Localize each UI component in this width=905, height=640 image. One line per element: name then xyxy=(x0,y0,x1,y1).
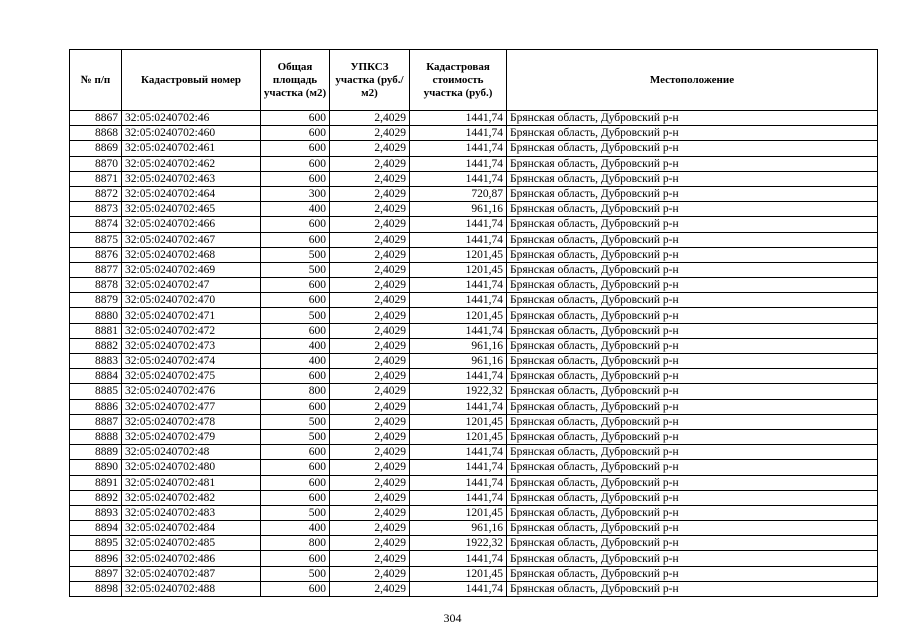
cell-cadastral-number: 32:05:0240702:465 xyxy=(122,202,261,217)
cell-cadastral-number: 32:05:0240702:480 xyxy=(122,460,261,475)
cell-area: 800 xyxy=(261,536,330,551)
header-row xyxy=(70,50,878,111)
cell-cadastral-number: 32:05:0240702:473 xyxy=(122,338,261,353)
cell-upksz: 2,4029 xyxy=(330,247,410,262)
cell-upksz: 2,4029 xyxy=(330,399,410,414)
cell-index: 8877 xyxy=(70,262,122,277)
cell-cadastral-value: 1441,74 xyxy=(410,126,507,141)
cell-cadastral-number: 32:05:0240702:479 xyxy=(122,429,261,444)
cell-cadastral-number: 32:05:0240702:483 xyxy=(122,505,261,520)
cell-location: Брянская область, Дубровский р-н xyxy=(507,323,878,338)
table-header xyxy=(70,50,878,111)
cell-index: 8893 xyxy=(70,505,122,520)
cell-location: Брянская область, Дубровский р-н xyxy=(507,308,878,323)
cell-cadastral-number: 32:05:0240702:463 xyxy=(122,171,261,186)
cell-cadastral-value: 1441,74 xyxy=(410,217,507,232)
header-cadastral-value: Кадастровая стоимость участка (руб.) xyxy=(410,50,507,111)
table-row xyxy=(70,429,878,444)
cell-index: 8894 xyxy=(70,521,122,536)
cell-upksz: 2,4029 xyxy=(330,354,410,369)
cell-location: Брянская область, Дубровский р-н xyxy=(507,551,878,566)
cell-cadastral-value: 961,16 xyxy=(410,521,507,536)
cell-cadastral-value: 1441,74 xyxy=(410,369,507,384)
cell-area: 800 xyxy=(261,384,330,399)
cell-upksz: 2,4029 xyxy=(330,475,410,490)
cell-location: Брянская область, Дубровский р-н xyxy=(507,581,878,596)
cell-location: Брянская область, Дубровский р-н xyxy=(507,202,878,217)
cell-index: 8880 xyxy=(70,308,122,323)
cell-area: 300 xyxy=(261,186,330,201)
page-number: 304 xyxy=(443,611,462,625)
cell-location: Брянская область, Дубровский р-н xyxy=(507,490,878,505)
cell-cadastral-number: 32:05:0240702:471 xyxy=(122,308,261,323)
cell-cadastral-number: 32:05:0240702:482 xyxy=(122,490,261,505)
cell-location: Брянская область, Дубровский р-н xyxy=(507,460,878,475)
cell-area: 600 xyxy=(261,217,330,232)
cell-cadastral-value: 1441,74 xyxy=(410,278,507,293)
cell-cadastral-value: 1201,45 xyxy=(410,247,507,262)
cell-cadastral-number: 32:05:0240702:478 xyxy=(122,414,261,429)
cell-cadastral-number: 32:05:0240702:48 xyxy=(122,445,261,460)
cell-area: 500 xyxy=(261,247,330,262)
cell-location: Брянская область, Дубровский р-н xyxy=(507,384,878,399)
table-row xyxy=(70,202,878,217)
cell-area: 600 xyxy=(261,293,330,308)
cell-area: 600 xyxy=(261,475,330,490)
table-row xyxy=(70,232,878,247)
cell-cadastral-value: 961,16 xyxy=(410,338,507,353)
cell-upksz: 2,4029 xyxy=(330,460,410,475)
cell-location: Брянская область, Дубровский р-н xyxy=(507,171,878,186)
cell-cadastral-number: 32:05:0240702:470 xyxy=(122,293,261,308)
cell-cadastral-number: 32:05:0240702:484 xyxy=(122,521,261,536)
cell-cadastral-value: 1441,74 xyxy=(410,141,507,156)
cell-cadastral-value: 1441,74 xyxy=(410,111,507,126)
cell-location: Брянская область, Дубровский р-н xyxy=(507,338,878,353)
cell-index: 8869 xyxy=(70,141,122,156)
cell-area: 500 xyxy=(261,505,330,520)
table-row xyxy=(70,490,878,505)
cell-upksz: 2,4029 xyxy=(330,429,410,444)
cell-location: Брянская область, Дубровский р-н xyxy=(507,566,878,581)
cell-area: 600 xyxy=(261,111,330,126)
table-row xyxy=(70,141,878,156)
cell-cadastral-value: 1201,45 xyxy=(410,429,507,444)
table-row xyxy=(70,354,878,369)
cell-upksz: 2,4029 xyxy=(330,369,410,384)
cell-index: 8884 xyxy=(70,369,122,384)
cell-cadastral-number: 32:05:0240702:472 xyxy=(122,323,261,338)
table-row xyxy=(70,171,878,186)
cell-cadastral-value: 1441,74 xyxy=(410,445,507,460)
cell-location: Брянская область, Дубровский р-н xyxy=(507,536,878,551)
cell-index: 8875 xyxy=(70,232,122,247)
cell-cadastral-number: 32:05:0240702:488 xyxy=(122,581,261,596)
cell-area: 500 xyxy=(261,262,330,277)
table-row xyxy=(70,308,878,323)
cell-index: 8873 xyxy=(70,202,122,217)
cell-index: 8878 xyxy=(70,278,122,293)
cell-location: Брянская область, Дубровский р-н xyxy=(507,429,878,444)
cell-area: 600 xyxy=(261,156,330,171)
cell-upksz: 2,4029 xyxy=(330,171,410,186)
cell-cadastral-number: 32:05:0240702:486 xyxy=(122,551,261,566)
cell-upksz: 2,4029 xyxy=(330,566,410,581)
cell-index: 8881 xyxy=(70,323,122,338)
cell-cadastral-value: 1201,45 xyxy=(410,505,507,520)
cell-area: 600 xyxy=(261,126,330,141)
table-row xyxy=(70,156,878,171)
table-row xyxy=(70,262,878,277)
header-index: № п/п xyxy=(70,50,122,111)
cell-cadastral-number: 32:05:0240702:47 xyxy=(122,278,261,293)
cell-location: Брянская область, Дубровский р-н xyxy=(507,247,878,262)
table-row xyxy=(70,475,878,490)
table-row xyxy=(70,384,878,399)
cell-cadastral-number: 32:05:0240702:476 xyxy=(122,384,261,399)
cell-cadastral-value: 1441,74 xyxy=(410,581,507,596)
table-row xyxy=(70,414,878,429)
cell-location: Брянская область, Дубровский р-н xyxy=(507,505,878,520)
cell-cadastral-value: 1441,74 xyxy=(410,551,507,566)
cell-area: 400 xyxy=(261,202,330,217)
cell-index: 8888 xyxy=(70,429,122,444)
cell-location: Брянская область, Дубровский р-н xyxy=(507,111,878,126)
cell-cadastral-number: 32:05:0240702:487 xyxy=(122,566,261,581)
cell-area: 600 xyxy=(261,323,330,338)
cell-index: 8867 xyxy=(70,111,122,126)
table-row xyxy=(70,126,878,141)
table-row xyxy=(70,399,878,414)
cell-cadastral-value: 1201,45 xyxy=(410,308,507,323)
cell-index: 8887 xyxy=(70,414,122,429)
cell-cadastral-value: 961,16 xyxy=(410,202,507,217)
cell-index: 8895 xyxy=(70,536,122,551)
cell-location: Брянская область, Дубровский р-н xyxy=(507,521,878,536)
cell-cadastral-value: 1441,74 xyxy=(410,232,507,247)
header-area: Общая площадь участка (м2) xyxy=(261,50,330,111)
cell-cadastral-number: 32:05:0240702:467 xyxy=(122,232,261,247)
cell-cadastral-value: 1441,74 xyxy=(410,460,507,475)
cell-area: 600 xyxy=(261,445,330,460)
cell-cadastral-number: 32:05:0240702:474 xyxy=(122,354,261,369)
cell-upksz: 2,4029 xyxy=(330,338,410,353)
cell-cadastral-number: 32:05:0240702:481 xyxy=(122,475,261,490)
cell-cadastral-value: 1441,74 xyxy=(410,475,507,490)
cell-area: 600 xyxy=(261,141,330,156)
table-body xyxy=(70,111,878,597)
cell-index: 8879 xyxy=(70,293,122,308)
cell-cadastral-value: 1922,32 xyxy=(410,384,507,399)
cell-area: 600 xyxy=(261,232,330,247)
cadastral-table xyxy=(69,49,878,597)
cell-area: 600 xyxy=(261,490,330,505)
cell-cadastral-value: 1201,45 xyxy=(410,566,507,581)
table-row xyxy=(70,369,878,384)
cell-area: 600 xyxy=(261,399,330,414)
cell-location: Брянская область, Дубровский р-н xyxy=(507,445,878,460)
table-row xyxy=(70,460,878,475)
table-row xyxy=(70,505,878,520)
cell-cadastral-value: 1441,74 xyxy=(410,399,507,414)
cell-location: Брянская область, Дубровский р-н xyxy=(507,156,878,171)
cell-cadastral-value: 720,87 xyxy=(410,186,507,201)
cell-upksz: 2,4029 xyxy=(330,505,410,520)
cell-upksz: 2,4029 xyxy=(330,490,410,505)
cell-index: 8891 xyxy=(70,475,122,490)
cell-area: 500 xyxy=(261,429,330,444)
table-row xyxy=(70,521,878,536)
cell-upksz: 2,4029 xyxy=(330,126,410,141)
cell-area: 500 xyxy=(261,566,330,581)
cell-index: 8883 xyxy=(70,354,122,369)
header-upksz: УПКСЗ участка (руб./м2) xyxy=(330,50,410,111)
cell-location: Брянская область, Дубровский р-н xyxy=(507,414,878,429)
cell-cadastral-number: 32:05:0240702:461 xyxy=(122,141,261,156)
cell-index: 8897 xyxy=(70,566,122,581)
table-row xyxy=(70,338,878,353)
header-location: Местоположение xyxy=(507,50,878,111)
table-row xyxy=(70,581,878,596)
cell-index: 8885 xyxy=(70,384,122,399)
header-cadastral-number: Кадастровый номер xyxy=(122,50,261,111)
cell-index: 8890 xyxy=(70,460,122,475)
table-row xyxy=(70,445,878,460)
table-row xyxy=(70,323,878,338)
cell-index: 8872 xyxy=(70,186,122,201)
cell-upksz: 2,4029 xyxy=(330,262,410,277)
cell-upksz: 2,4029 xyxy=(330,202,410,217)
cell-index: 8882 xyxy=(70,338,122,353)
cell-index: 8898 xyxy=(70,581,122,596)
cell-area: 400 xyxy=(261,521,330,536)
cell-index: 8892 xyxy=(70,490,122,505)
cell-location: Брянская область, Дубровский р-н xyxy=(507,186,878,201)
table-row xyxy=(70,293,878,308)
cell-cadastral-number: 32:05:0240702:460 xyxy=(122,126,261,141)
cell-area: 400 xyxy=(261,338,330,353)
cell-cadastral-number: 32:05:0240702:477 xyxy=(122,399,261,414)
cell-index: 8876 xyxy=(70,247,122,262)
table-row xyxy=(70,551,878,566)
cell-area: 500 xyxy=(261,308,330,323)
cell-upksz: 2,4029 xyxy=(330,308,410,323)
cell-upksz: 2,4029 xyxy=(330,521,410,536)
cell-location: Брянская область, Дубровский р-н xyxy=(507,369,878,384)
cell-upksz: 2,4029 xyxy=(330,384,410,399)
cell-area: 600 xyxy=(261,369,330,384)
cell-upksz: 2,4029 xyxy=(330,551,410,566)
cell-index: 8889 xyxy=(70,445,122,460)
cell-index: 8870 xyxy=(70,156,122,171)
cell-cadastral-value: 1201,45 xyxy=(410,262,507,277)
cell-area: 600 xyxy=(261,278,330,293)
cell-cadastral-number: 32:05:0240702:485 xyxy=(122,536,261,551)
cell-cadastral-number: 32:05:0240702:466 xyxy=(122,217,261,232)
cell-index: 8868 xyxy=(70,126,122,141)
cell-location: Брянская область, Дубровский р-н xyxy=(507,354,878,369)
table-row xyxy=(70,566,878,581)
cell-location: Брянская область, Дубровский р-н xyxy=(507,278,878,293)
cell-upksz: 2,4029 xyxy=(330,156,410,171)
cell-location: Брянская область, Дубровский р-н xyxy=(507,399,878,414)
cell-cadastral-number: 32:05:0240702:475 xyxy=(122,369,261,384)
cell-index: 8886 xyxy=(70,399,122,414)
cell-upksz: 2,4029 xyxy=(330,536,410,551)
cell-location: Брянская область, Дубровский р-н xyxy=(507,262,878,277)
cell-cadastral-number: 32:05:0240702:468 xyxy=(122,247,261,262)
cell-upksz: 2,4029 xyxy=(330,323,410,338)
cell-area: 500 xyxy=(261,414,330,429)
cell-cadastral-value: 1201,45 xyxy=(410,414,507,429)
cell-upksz: 2,4029 xyxy=(330,232,410,247)
cell-area: 600 xyxy=(261,581,330,596)
table-row xyxy=(70,217,878,232)
cell-upksz: 2,4029 xyxy=(330,293,410,308)
cell-index: 8896 xyxy=(70,551,122,566)
cell-area: 600 xyxy=(261,171,330,186)
cell-cadastral-value: 1441,74 xyxy=(410,171,507,186)
cell-upksz: 2,4029 xyxy=(330,111,410,126)
cell-index: 8871 xyxy=(70,171,122,186)
table-row xyxy=(70,247,878,262)
cell-upksz: 2,4029 xyxy=(330,414,410,429)
cell-cadastral-value: 1922,32 xyxy=(410,536,507,551)
cell-cadastral-number: 32:05:0240702:469 xyxy=(122,262,261,277)
cell-cadastral-value: 1441,74 xyxy=(410,293,507,308)
cell-area: 600 xyxy=(261,460,330,475)
cell-cadastral-number: 32:05:0240702:464 xyxy=(122,186,261,201)
table-row xyxy=(70,111,878,126)
cell-cadastral-number: 32:05:0240702:462 xyxy=(122,156,261,171)
cell-upksz: 2,4029 xyxy=(330,141,410,156)
cell-cadastral-value: 1441,74 xyxy=(410,156,507,171)
cell-upksz: 2,4029 xyxy=(330,186,410,201)
cell-upksz: 2,4029 xyxy=(330,581,410,596)
cell-cadastral-number: 32:05:0240702:46 xyxy=(122,111,261,126)
cell-upksz: 2,4029 xyxy=(330,278,410,293)
cell-cadastral-value: 1441,74 xyxy=(410,323,507,338)
cell-upksz: 2,4029 xyxy=(330,217,410,232)
cell-location: Брянская область, Дубровский р-н xyxy=(507,217,878,232)
cell-area: 600 xyxy=(261,551,330,566)
cell-cadastral-value: 1441,74 xyxy=(410,490,507,505)
table-row xyxy=(70,186,878,201)
cell-area: 400 xyxy=(261,354,330,369)
cell-location: Брянская область, Дубровский р-н xyxy=(507,232,878,247)
cell-location: Брянская область, Дубровский р-н xyxy=(507,141,878,156)
cell-index: 8874 xyxy=(70,217,122,232)
cell-location: Брянская область, Дубровский р-н xyxy=(507,293,878,308)
table-row xyxy=(70,536,878,551)
cell-location: Брянская область, Дубровский р-н xyxy=(507,126,878,141)
cell-cadastral-value: 961,16 xyxy=(410,354,507,369)
cell-upksz: 2,4029 xyxy=(330,445,410,460)
table-row xyxy=(70,278,878,293)
cell-location: Брянская область, Дубровский р-н xyxy=(507,475,878,490)
